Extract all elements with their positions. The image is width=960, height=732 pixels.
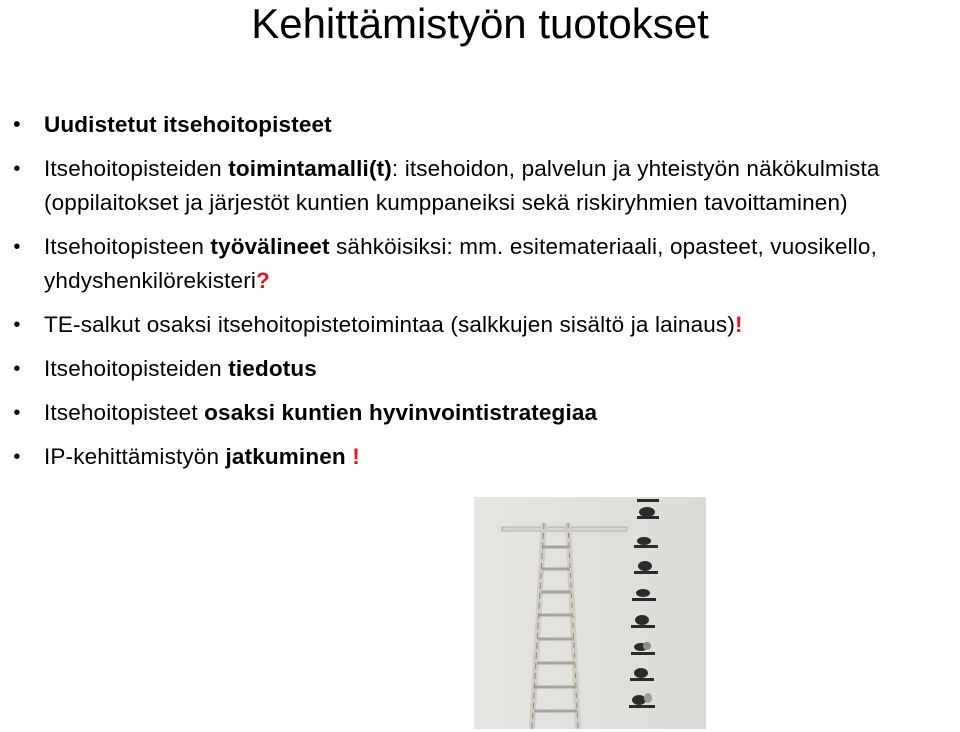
bullet-item xyxy=(0,396,960,430)
question-mark-accent: ? xyxy=(256,268,270,293)
bullet-icon: • xyxy=(13,158,21,180)
bullet-text-plain: IP-kehittämistyön xyxy=(44,444,226,469)
bullet-text-plain: sähköisiksi: mm. esitemateriaali, opasteet, vuosikello, yhdyshenkilörekisteri xyxy=(44,234,877,293)
bullet-icon: • xyxy=(13,402,21,424)
bullet-text: Uudistetut itsehoitopisteet xyxy=(44,112,332,137)
bullet-icon: • xyxy=(13,236,21,258)
bullet-item xyxy=(0,308,960,342)
bullet-text-bold: jatkuminen xyxy=(225,444,346,469)
bullet-item xyxy=(0,352,960,386)
bullet-text-bold: toimintamalli(t) xyxy=(228,156,392,181)
bullet-icon: • xyxy=(13,314,21,336)
bullet-icon: • xyxy=(13,114,21,136)
ladder-and-shelves-photo xyxy=(474,497,706,729)
bullet-item xyxy=(0,152,960,220)
bullet-text-bold: tiedotus xyxy=(228,356,317,381)
bullet-text-plain: Itsehoitopisteen xyxy=(44,234,211,259)
bullet-text-plain: Itsehoitopisteiden xyxy=(44,156,229,181)
bullet-item xyxy=(0,230,960,298)
bullet-text-plain: TE-salkut osaksi itsehoitopistetoimintaa (salkkujen sisältö ja lainaus) xyxy=(44,312,735,337)
bullet-text-plain: Itsehoitopisteet xyxy=(44,400,205,425)
bullet-text-plain: Itsehoitopisteiden xyxy=(44,356,229,381)
exclamation-accent: ! xyxy=(345,444,360,469)
bullet-text-bold: työvälineet xyxy=(210,234,330,259)
bullet-text-plain: : itsehoidon, palvelun ja yhteistyön näkökulmista (oppilaitokset ja järjestöt kuntien kumppaneiksi sekä riskiryhmien tavoittaminen) xyxy=(44,156,880,215)
exclamation-accent: ! xyxy=(734,312,743,337)
bullet-text-bold: osaksi kuntien hyvinvointistrategiaa xyxy=(204,400,598,425)
bullet-icon: • xyxy=(13,446,21,468)
ladder-and-shelves-icon xyxy=(474,497,706,729)
bullet-item xyxy=(0,108,960,142)
slide-title: Kehittämistyön tuotokset xyxy=(251,0,709,47)
bullet-icon: • xyxy=(13,358,21,380)
bullet-list xyxy=(0,108,960,484)
bullet-item xyxy=(0,440,960,474)
